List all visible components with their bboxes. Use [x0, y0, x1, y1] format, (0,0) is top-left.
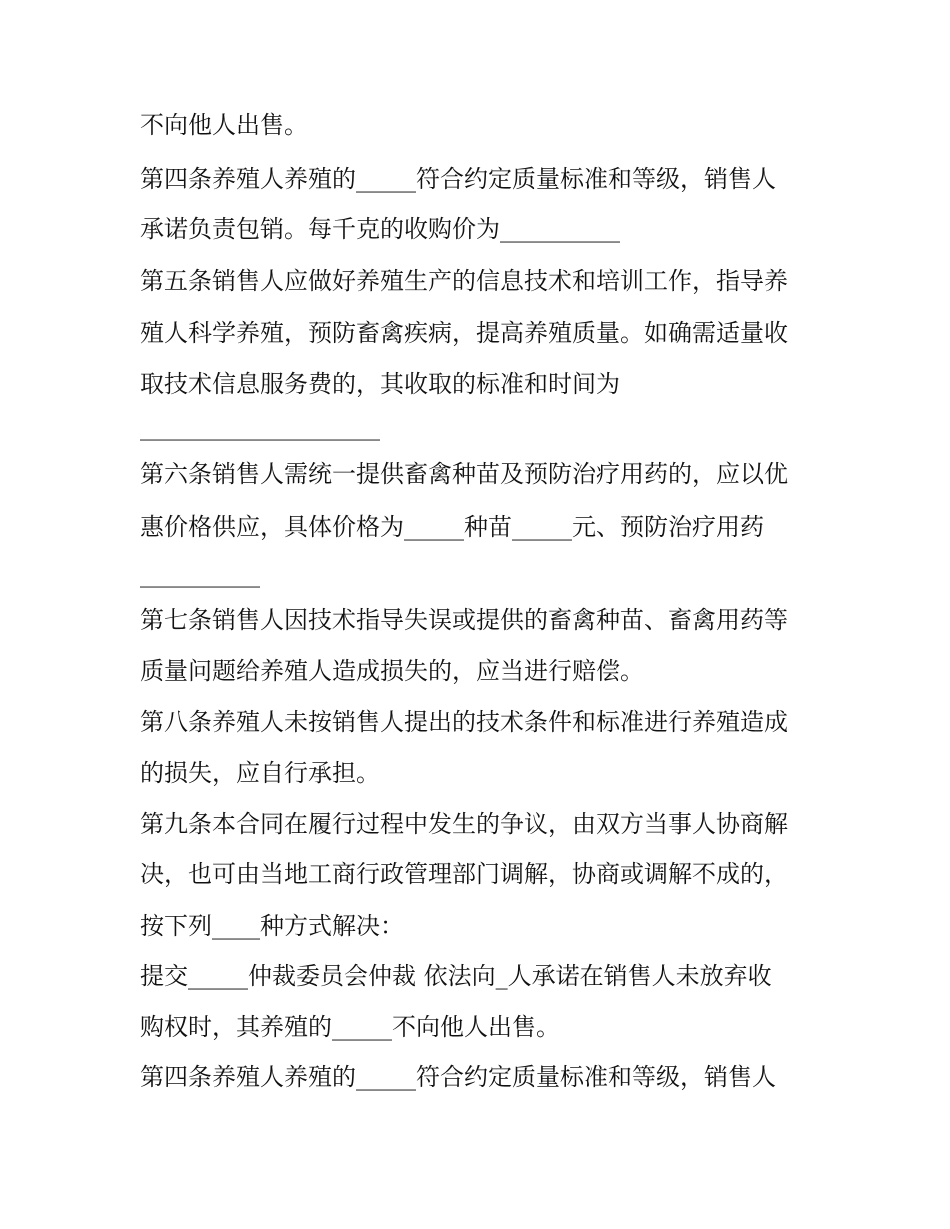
text-line: 提交_____仲裁委员会仲裁 依法向_人承诺在销售人未放弃收	[140, 962, 772, 990]
text-line: 按下列____种方式解决：	[140, 912, 404, 940]
text-line: 惠价格供应，具体价格为_____种苗_____元、预防治疗用药	[140, 513, 764, 541]
text-line: 第四条养殖人养殖的_____符合约定质量标准和等级，销售人	[140, 165, 776, 193]
blank-line: __________	[140, 560, 260, 588]
text-line: 质量问题给养殖人造成损失的，应当进行赔偿。	[140, 657, 644, 685]
blank-line: ____________________	[140, 413, 380, 441]
text-line: 第六条销售人需统一提供畜禽种苗及预防治疗用药的，应以优	[140, 460, 788, 488]
text-line: 购权时，其养殖的_____不向他人出售。	[140, 1013, 560, 1041]
text-line: 殖人科学养殖，预防畜禽疾病，提高养殖质量。如确需适量收	[140, 319, 788, 347]
text-line: 不向他人出售。	[140, 111, 308, 139]
text-line: 第五条销售人应做好养殖生产的信息技术和培训工作，指导养	[140, 267, 788, 295]
text-line: 第七条销售人因技术指导失误或提供的畜禽种苗、畜禽用药等	[140, 606, 788, 634]
text-line: 第四条养殖人养殖的_____符合约定质量标准和等级，销售人	[140, 1063, 776, 1091]
text-line: 承诺负责包销。每千克的收购价为__________	[140, 215, 620, 243]
text-line: 第九条本合同在履行过程中发生的争议，由双方当事人协商解	[140, 810, 788, 838]
text-line: 取技术信息服务费的，其收取的标准和时间为	[140, 370, 620, 398]
text-line: 的损失，应自行承担。	[140, 759, 380, 787]
text-line: 第八条养殖人未按销售人提出的技术条件和标准进行养殖造成	[140, 708, 788, 736]
text-line: 决，也可由当地工商行政管理部门调解，协商或调解不成的，	[140, 860, 788, 888]
